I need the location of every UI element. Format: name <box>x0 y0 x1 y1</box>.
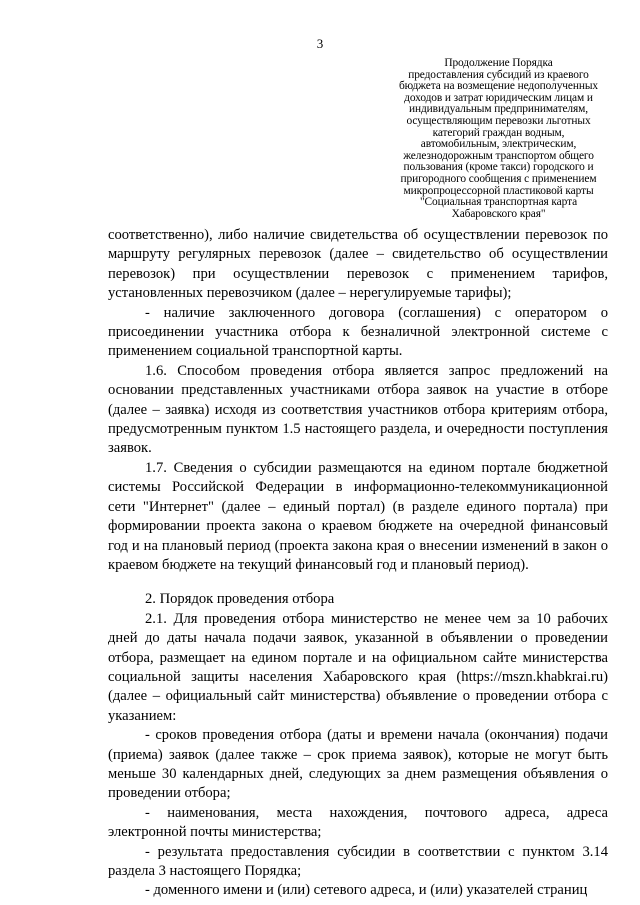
paragraph: 2.1. Для проведения отбора министерство не менее чем за 10 рабочих дней до даты начала подачи заявок, указанной в объявлении о проведении отбора, размещает на едином портале и на официальном сайте министерства социальной защиты населения Хабаровского края (https://mszn.khabkrai.ru) (далее – официальный сайт министерства) объявление о проведении отбора с указанием: <box>108 610 608 724</box>
header-line: микропроцессорной пластиковой карты <box>403 184 594 197</box>
header-line: индивидуальным предпринимателям, <box>408 103 588 116</box>
paragraph: - результата предоставления субсидии в соответствии с пунктом 3.14 раздела 3 настоящего Порядка; <box>108 843 608 879</box>
paragraph: - наличие заключенного договора (соглашения) с оператором о присоединении участника отбора к безналичной электронной системе с применением социальной транспортной карты. <box>108 304 608 360</box>
paragraph: 1.6. Способом проведения отбора является запрос предложений на основании представленных участниками отбора заявок на участие в отборе (далее – заявка) исходя из соответствия участников отбора критериям отбора, предусмотренным пунктом 1.5 настоящего раздела, и очередности поступления заявок. <box>108 362 608 457</box>
header-line: доходов и затрат юридическим лицам и <box>404 91 593 104</box>
header-line: категорий граждан водным, <box>432 126 565 139</box>
paragraph: соответственно), либо наличие свидетельства об осуществлении перевозок по маршруту регулярных перевозок (далее – свидетельство об осуществлении перевозок) при осуществлении перевозок с применением тарифов, установленных перевозчиком (далее – нерегулируемые тарифы); <box>108 227 608 302</box>
header-line: пригородного сообщения с применением <box>400 172 597 185</box>
paragraph: 1.7. Сведения о субсидии размещаются на едином портале бюджетной системы Российской Федерации в информационно-телекоммуникационной сети "Интернет" (далее – единый портал) (в разделе единого портала) при формировании проекта закона о краевом бюджете на очередной финансовый год и на плановый период (проекта закона края о внесении изменений в закон о краевом бюджете на текущий финансовый год и плановый период). <box>108 459 608 573</box>
header-line: бюджета на возмещение недополученных <box>398 80 599 93</box>
header-line: предоставления субсидий из краевого <box>408 68 589 81</box>
paragraph: - доменного имени и (или) сетевого адреса, и (или) указателей страниц <box>145 882 588 899</box>
section-heading: 2. Порядок проведения отбора <box>145 591 335 608</box>
header-line: "Социальная транспортная карта <box>419 196 578 209</box>
header-line: пользования (кроме такси) городского и <box>403 161 594 174</box>
header-line: автомобильным, электрическим, <box>420 138 577 151</box>
paragraph: - наименования, места нахождения, почтового адреса, адреса электронной почты министерства; <box>108 804 608 841</box>
page-number: 3 <box>316 36 324 51</box>
header-line: осуществляющим перевозки льготных <box>406 114 591 127</box>
document-header <box>375 58 622 220</box>
document-body <box>108 226 608 901</box>
header-line: Хабаровского края" <box>451 207 546 220</box>
header-line: Продолжение Порядка <box>444 57 553 69</box>
header-line: железнодорожным транспортом общего <box>403 149 594 162</box>
paragraph: - сроков проведения отбора (даты и времени начала (окончания) подачи (приема) заявок (далее также – срок приема заявок), которые не могут быть меньше 30 календарных дней, следующих за днем размещения объявления о проведении отбора; <box>108 727 608 802</box>
